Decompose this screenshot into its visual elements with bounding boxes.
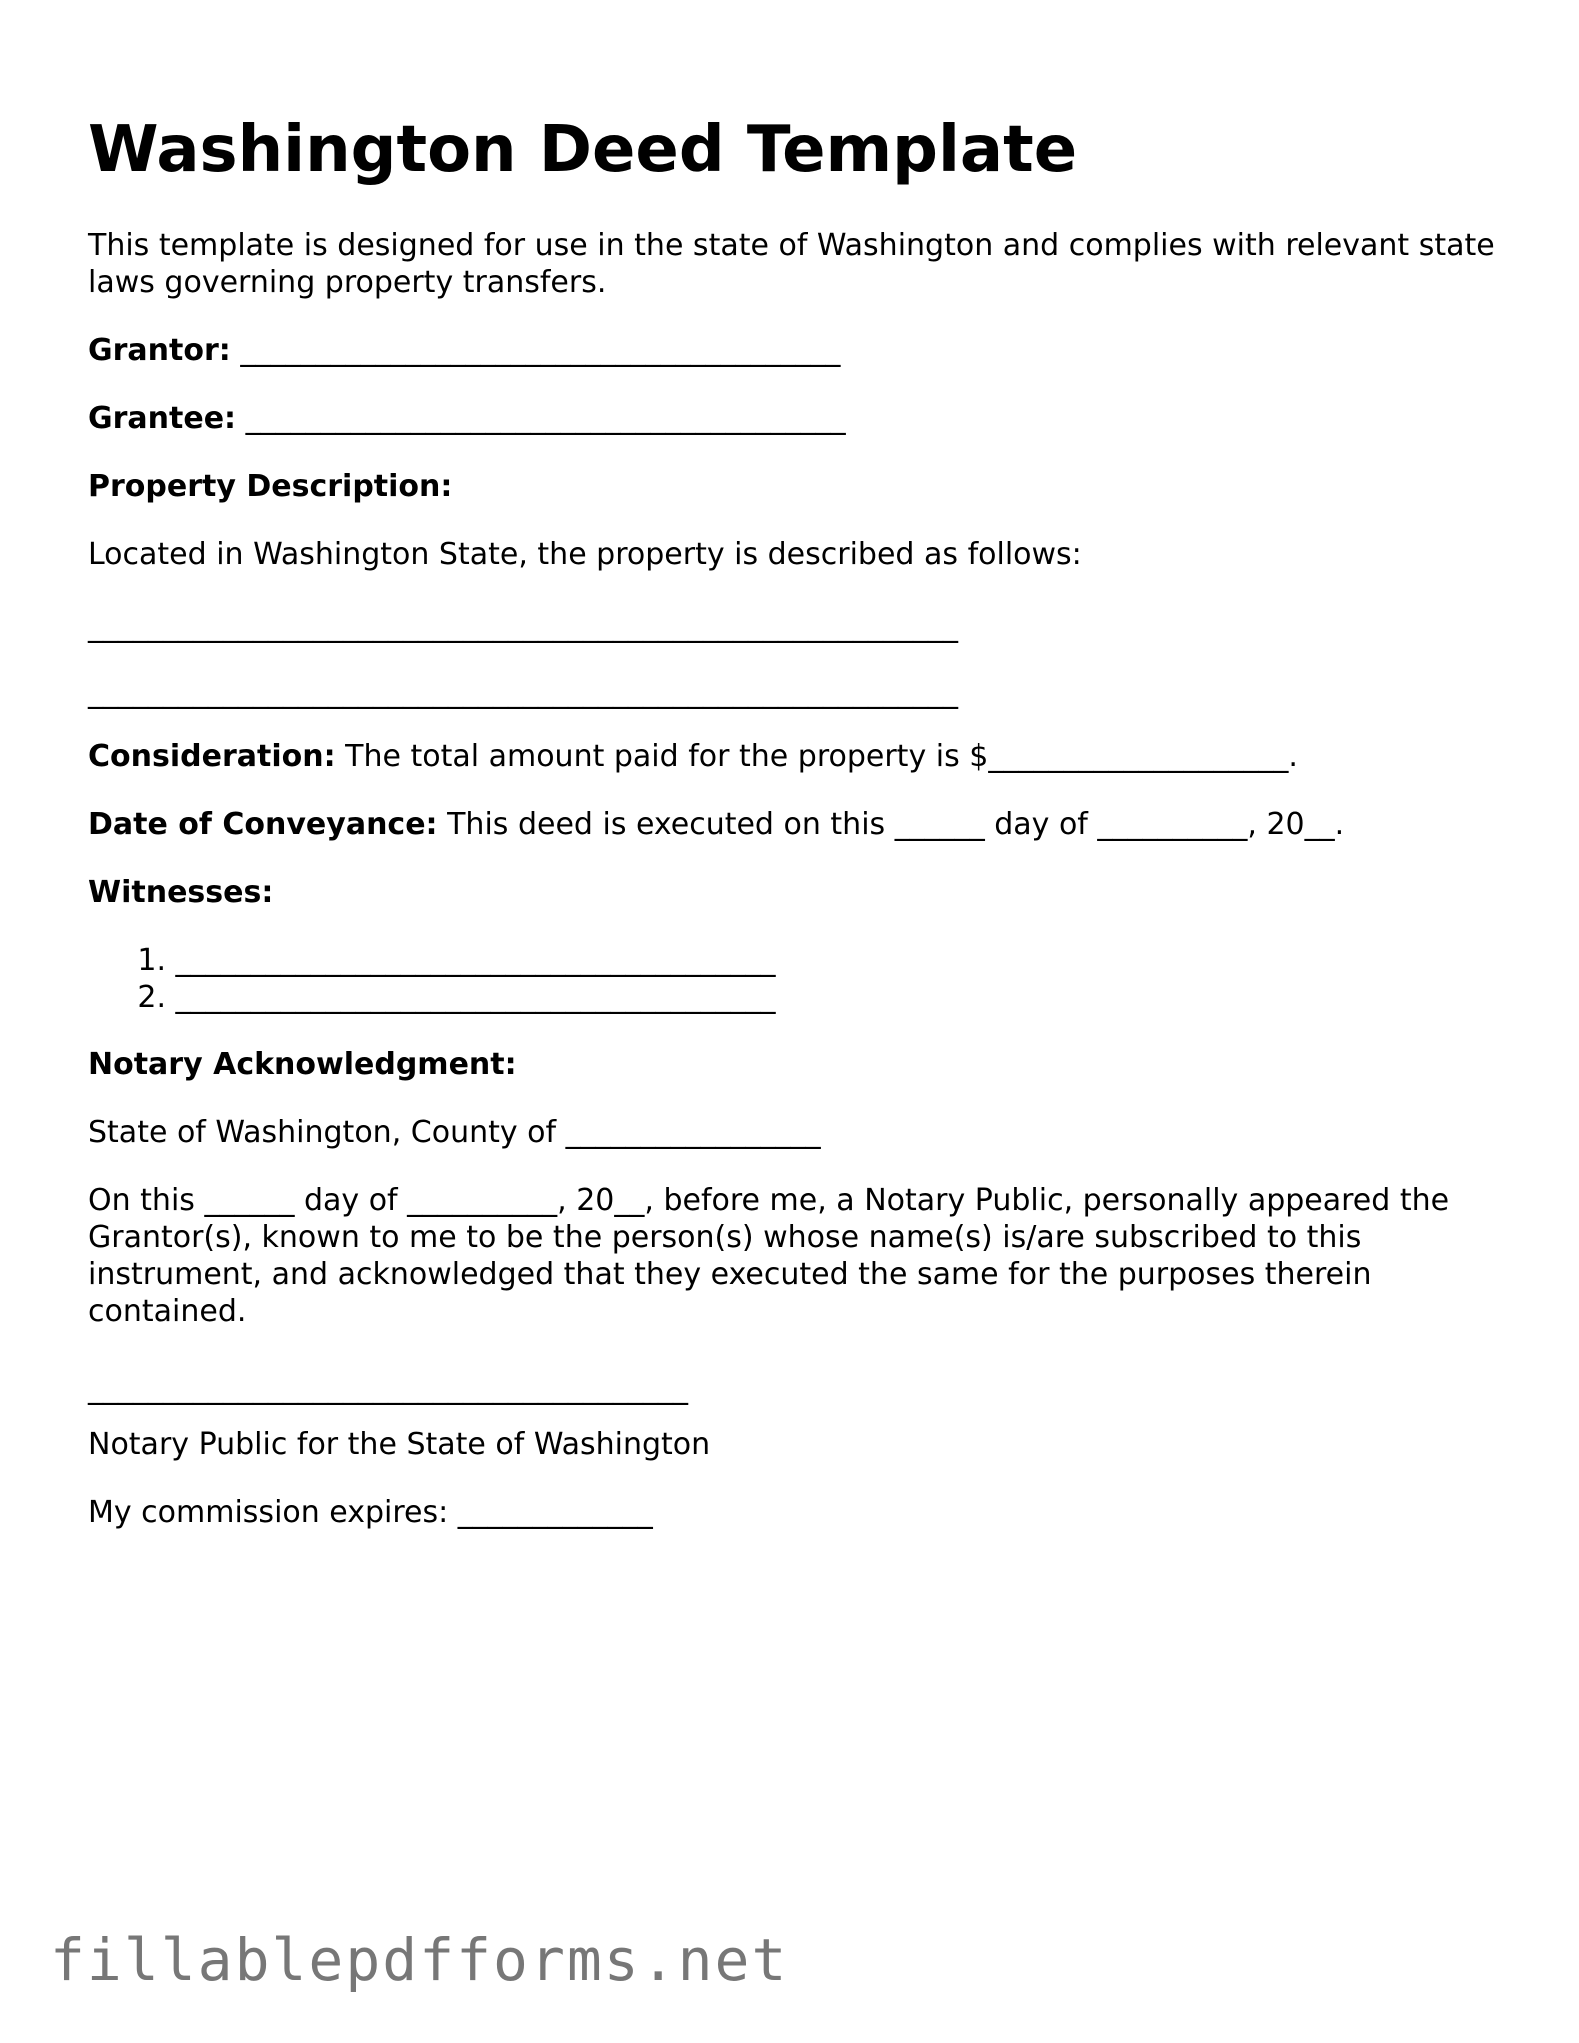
- consideration-label: Consideration:: [88, 739, 336, 774]
- grantee-blank[interactable]: ________________________________________: [245, 401, 846, 436]
- site-watermark: fillablepdfforms.net: [50, 1926, 789, 1994]
- date-of-conveyance-field: [88, 806, 1344, 843]
- property-description-label: Property Description:: [88, 469, 453, 504]
- witness-item: [88, 942, 776, 979]
- commission-expires-field[interactable]: My commission expires: _____________: [88, 1495, 653, 1530]
- grantor-blank[interactable]: ________________________________________: [240, 333, 841, 368]
- date-of-conveyance-label: Date of Conveyance:: [88, 807, 438, 842]
- witnesses-heading: [88, 874, 273, 911]
- grantor-field: [88, 332, 840, 369]
- grantee-label: Grantee:: [88, 401, 237, 436]
- notary-signature-line[interactable]: ________________________________________: [88, 1371, 688, 1406]
- date-of-conveyance-text[interactable]: This deed is executed on this ______ day of __________, 20__.: [447, 807, 1345, 842]
- notary-statement: On this ______ day of __________, 20__, before me, a Notary Public, personally appeared the Grantor(s), known to me to be the person(s) whose name(s) is/are subscribed to this instrument, and acknowledged that they executed the same for the purposes therein contained.: [88, 1183, 1450, 1329]
- intro-paragraph: This template is designed for use in the state of Washington and complies with relevant state laws governing property transfers.: [88, 228, 1495, 300]
- consideration-field: [88, 738, 1298, 775]
- property-description-line-2[interactable]: __________________________________________________________: [88, 675, 958, 710]
- page-title: Washington Deed Template: [88, 113, 1078, 187]
- witnesses-label: Witnesses:: [88, 875, 274, 910]
- witness-blank[interactable]: ________________________________________: [175, 980, 776, 1015]
- witness-number: 2.: [137, 980, 166, 1015]
- witness-list: [88, 942, 776, 1016]
- notary-acknowledgment-label: Notary Acknowledgment:: [88, 1047, 517, 1082]
- witness-blank[interactable]: ________________________________________: [175, 943, 776, 978]
- property-location-text: Located in Washington State, the property is described as follows:: [88, 537, 1082, 572]
- notary-county-line[interactable]: State of Washington, County of _________________: [88, 1115, 821, 1150]
- grantee-field: [88, 400, 846, 437]
- notary-public-caption: Notary Public for the State of Washington: [88, 1427, 711, 1462]
- property-description-line-1[interactable]: __________________________________________________________: [88, 609, 958, 644]
- grantor-label: Grantor:: [88, 333, 231, 368]
- notary-acknowledgment-heading: [88, 1046, 517, 1083]
- consideration-text[interactable]: The total amount paid for the property is $____________________.: [345, 739, 1298, 774]
- witness-item: [88, 979, 776, 1016]
- property-description-heading: [88, 468, 452, 505]
- witness-number: 1.: [137, 943, 166, 978]
